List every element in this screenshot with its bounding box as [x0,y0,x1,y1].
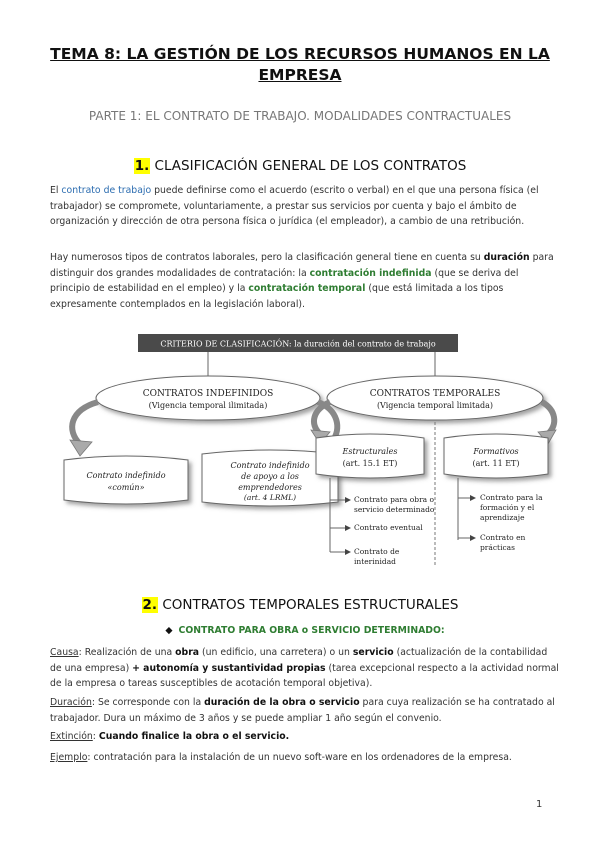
formativo-item: Contrato para la [480,493,543,502]
classification-diagram [40,330,560,578]
label-ejemplo: Ejemplo [50,752,88,763]
diagram-banner-text: CRITERIO DE CLASIFICACIÓN: la duración del contrato de trabajo [160,339,436,349]
formativo-item: formación y el [480,503,535,512]
term-contratacion-indefinida: contratación indefinida [309,267,432,279]
box-apoyo-line: de apoyo a los [241,472,299,481]
label-duracion: Duración [50,697,92,708]
paragraph-definition [50,183,560,230]
text-fragment: (tarea excepcional respecto a la actividad normal de la empresa o tareas susceptibles de acotación temporal objetiva). [50,662,559,689]
section-1-heading [40,158,560,174]
curved-arrow-left [72,402,98,444]
section-2-title: CONTRATOS TEMPORALES ESTRUCTURALES [162,597,459,613]
box-apoyo-line: emprendedores [238,483,302,492]
formativo-item: Contrato en [480,533,526,542]
temp-subtitle: (Vigencia temporal limitada) [376,401,494,410]
formativo-item: prácticas [480,543,515,552]
bullet-text: CONTRATO PARA OBRA o SERVICIO DETERMINADO: [178,625,445,636]
term-autonomia: + autonomía y sustantividad propias [132,662,326,674]
text-fragment: : contratación para la instalación de un nuevo soft-ware en los ordenadores de la empresa. [87,752,512,763]
section-2-heading [40,597,560,613]
term-contratacion-temporal: contratación temporal [248,283,366,294]
estructurales-article: (art. 15.1 ET) [342,459,398,468]
text-fragment: para cuya realización se ha contratado al trabajador. Dura un máximo de 3 años y se puede ampliar 1 año según el convenio. [50,697,555,724]
text-fragment: : Se corresponde con la [91,697,205,708]
estructural-item: Contrato para obra o [354,495,435,504]
box-apoyo-line: Contrato indefinido [230,461,310,470]
label-causa: Causa [50,647,79,658]
text-fragment: (que se deriva del principio de estabilidad en el empleo) y la [50,267,519,294]
term-contrato-de-trabajo: contrato de trabajo [61,185,152,196]
term-duracion-obra: duración de la obra o servicio [204,697,360,708]
formativos-title: Formativos [473,447,519,456]
paragraph-causa [50,645,560,692]
section-1-number: 1. [134,158,150,174]
estructural-item: Contrato de [354,547,400,556]
box-comun-line: Contrato indefinido [86,471,166,480]
arrow-head [345,525,351,531]
text-fragment: Hay numerosos tipos de contratos laborales, pero la clasificación general tiene en cuenta su [50,252,484,263]
text-fragment: (que está limitada a los tipos expresamente contemplados en la legislación laboral). [50,283,504,310]
term-servicio: servicio [352,647,394,658]
text-fragment: (actualización de la contabilidad de una empresa) [50,647,548,674]
arrow-head [470,535,476,541]
section-1-title: CLASIFICACIÓN GENERAL DE LOS CONTRATOS [154,158,467,174]
arrow-head [70,440,92,456]
curved-arrow-right [542,402,554,434]
text-fragment: (un edificio, una carretera) o un [199,647,353,658]
page-number: 1 [536,799,543,810]
section-2-number: 2. [142,597,158,613]
paragraph-extincion [50,729,560,745]
term-duracion: duración [483,252,530,263]
indef-subtitle: (Vigencia temporal ilimitada) [148,401,268,410]
estructural-item: interinidad [354,557,396,566]
indef-title: CONTRATOS INDEFINIDOS [142,389,274,399]
bullet-obra-servicio [50,625,560,636]
text-fragment: puede definirse como el acuerdo (escrito o verbal) en el que una persona física (el trabajador) se compromete, voluntariamente, a prestar sus servicios por cuenta y bajo el ámbito de organización y dirección de otra persona física o jurídica (el empleador), a cambio de una retribución. [50,185,539,227]
text-fragment: para distinguir dos grandes modalidades de contratación: la [50,252,554,279]
document-subtitle: PARTE 1: EL CONTRATO DE TRABAJO. MODALIDADES CONTRACTUALES [88,109,512,123]
text-fragment: : Realización de una [78,647,176,658]
term-obra: obra [175,647,200,658]
text-fragment: : [92,731,99,742]
temp-title: CONTRATOS TEMPORALES [369,389,501,399]
box-formativos [444,434,548,478]
estructural-item: servicio determinado [354,505,435,514]
diamond-bullet-icon: ◆ [165,625,173,636]
label-extincion: Extinción [50,731,93,742]
arrow-head [345,549,351,555]
box-contrato-comun [64,456,188,504]
estructural-item: Contrato eventual [354,523,423,532]
formativo-item: aprendizaje [480,513,525,522]
document-title: TEMA 8: LA GESTIÓN DE LOS RECURSOS HUMANOS EN LA EMPRESA [50,45,550,84]
arrow-head [345,497,351,503]
arrow-head [470,495,476,501]
estructurales-title: Estructurales [342,447,398,456]
box-apoyo-line: (art. 4 LRML) [243,493,297,502]
paragraph-classification [50,250,560,312]
box-comun-line: «común» [107,483,145,492]
box-estructurales [316,434,424,478]
term-extincion: Cuando finalice la obra o el servicio. [98,731,290,742]
text-fragment: El [50,185,62,196]
paragraph-duracion [50,695,560,726]
paragraph-ejemplo [50,750,560,766]
formativos-article: (art. 11 ET) [472,459,520,468]
